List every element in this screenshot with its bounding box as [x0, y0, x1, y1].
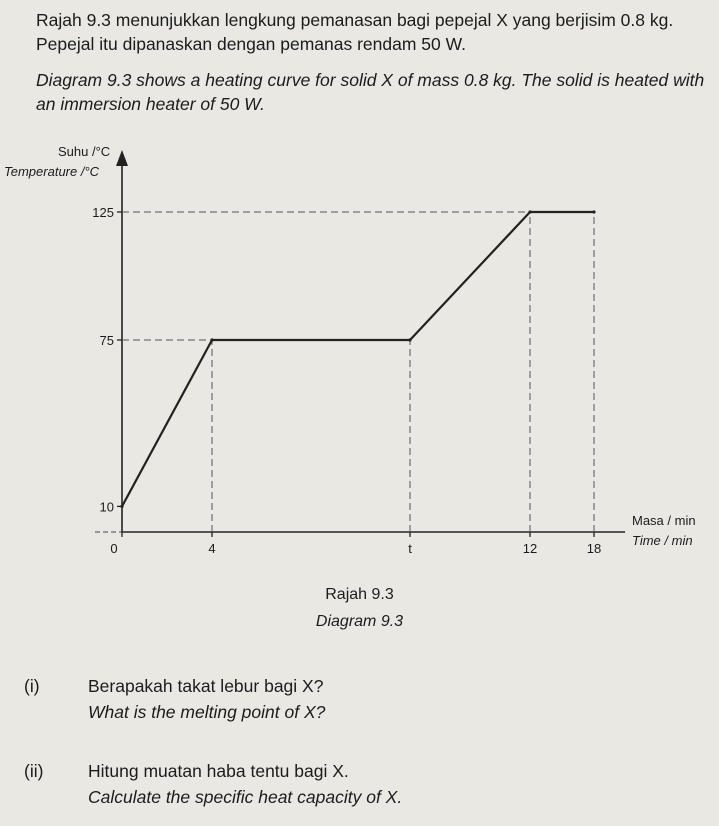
- question-intro: [36, 8, 706, 128]
- y-tick-label: 75: [99, 333, 114, 348]
- question-malay: Hitung muatan haba tentu bagi X.: [88, 761, 349, 781]
- x-tick-label: 0: [110, 541, 118, 556]
- intro-english: Diagram 9.3 shows a heating curve for solid X of mass 0.8 kg. The solid is heated with an immersion heater of 50 W.: [36, 70, 705, 114]
- dashed-guides: [122, 212, 594, 532]
- x-axis-label-english: Time / min: [632, 533, 693, 548]
- curve-point: [592, 210, 595, 213]
- x-tick-label: t: [408, 541, 412, 556]
- question-number: (ii): [24, 761, 44, 781]
- x-tick-label: 18: [586, 541, 602, 556]
- question-english: Calculate the specific heat capacity of X.: [88, 787, 403, 807]
- axis-ticks: [92, 205, 601, 556]
- question-text: [88, 758, 688, 810]
- curve-point: [408, 338, 411, 341]
- x-tick-label: 4: [208, 541, 216, 556]
- curve-point: [528, 210, 531, 213]
- y-axis-arrow-icon: [116, 150, 128, 166]
- y-tick-label: 125: [92, 205, 114, 220]
- question-text: [88, 673, 688, 725]
- heating-curve-chart: [0, 140, 719, 560]
- question-malay: Berapakah takat lebur bagi X?: [88, 676, 324, 696]
- question-english: What is the melting point of X?: [88, 702, 326, 722]
- y-axis-label-english: Temperature /°C: [4, 164, 100, 179]
- diagram-caption-english: Diagram 9.3: [315, 613, 404, 630]
- x-axis-label-malay: Masa / min: [632, 513, 696, 528]
- curve-point: [210, 338, 213, 341]
- y-axis-label-malay: Suhu /°C: [58, 144, 111, 159]
- heating-curve-line: [122, 212, 594, 506]
- curve-point: [120, 505, 123, 508]
- y-tick-label: 10: [99, 499, 114, 515]
- question-number: (i): [24, 676, 40, 696]
- x-tick-label: 12: [522, 541, 538, 556]
- diagram-caption-malay: Rajah 9.3: [325, 586, 394, 603]
- intro-malay: Rajah 9.3 menunjukkan lengkung pemanasan bagi pepejal X yang berjisim 0.8 kg. Pepejal itu dipanaskan dengan pemanas rendam 50 W.: [36, 10, 674, 54]
